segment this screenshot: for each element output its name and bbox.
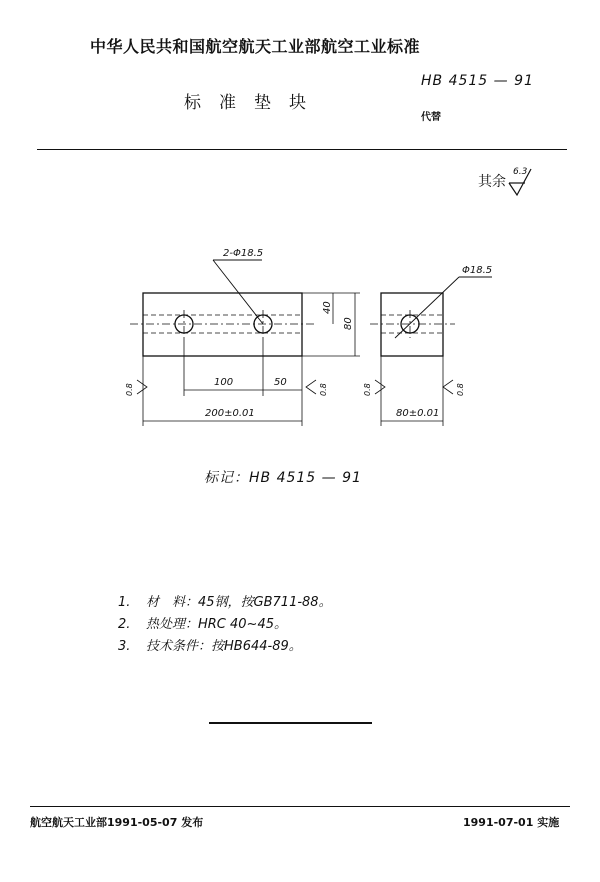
dim-height-offset: 40 <box>322 301 333 314</box>
dim-height-total: 80 <box>343 317 354 330</box>
ministry-title: 中华人民共和国航空航天工业部航空工业标准 <box>90 37 421 56</box>
finish-side-left: 0.8 <box>363 383 372 396</box>
hole-callout-side: Φ18.5 <box>462 265 493 276</box>
note-item <box>118 614 332 636</box>
replaces-label: 代替 <box>421 112 441 123</box>
note-number: 1. <box>118 595 131 610</box>
surface-finish-label: 其余 <box>478 174 506 190</box>
issued-date: 航空航天工业部1991-05-07 发布 <box>30 816 204 829</box>
footer-divider <box>30 806 570 807</box>
note-item <box>118 592 332 614</box>
technical-notes <box>118 592 332 658</box>
note-number: 2. <box>118 617 131 632</box>
finish-front-left: 0.8 <box>125 383 134 396</box>
dim-width: 80±0.01 <box>396 408 440 419</box>
header-divider <box>37 149 567 150</box>
note-number: 3. <box>118 639 131 654</box>
document-title: 标准垫块 <box>184 93 324 113</box>
note-text: 技术条件：按HB644-89。 <box>146 639 302 654</box>
side-view-outline <box>381 293 443 356</box>
standard-number: HB 4515 — 91 <box>421 73 534 89</box>
hole-callout-front: 2-Φ18.5 <box>223 248 264 259</box>
effective-date: 1991-07-01 实施 <box>463 816 560 829</box>
surface-finish-value: 6.3 <box>513 167 528 177</box>
note-item <box>118 636 332 658</box>
note-text: 材 料：45钢，按GB711-88。 <box>146 595 332 610</box>
front-view-outline <box>143 293 302 356</box>
technical-drawing <box>0 230 600 440</box>
general-surface-finish <box>478 163 548 197</box>
dim-length: 200±0.01 <box>205 408 255 419</box>
note-text: 热处理：HRC 40~45。 <box>146 617 287 632</box>
marking-example: 标记：HB 4515 — 91 <box>204 470 362 486</box>
end-rule <box>209 722 372 724</box>
dim-hole-spacing: 100 <box>214 377 234 388</box>
roughness-symbol-icon <box>507 163 547 197</box>
finish-side-right: 0.8 <box>456 383 465 396</box>
finish-front-right: 0.8 <box>319 383 328 396</box>
dim-hole-edge: 50 <box>274 377 287 388</box>
